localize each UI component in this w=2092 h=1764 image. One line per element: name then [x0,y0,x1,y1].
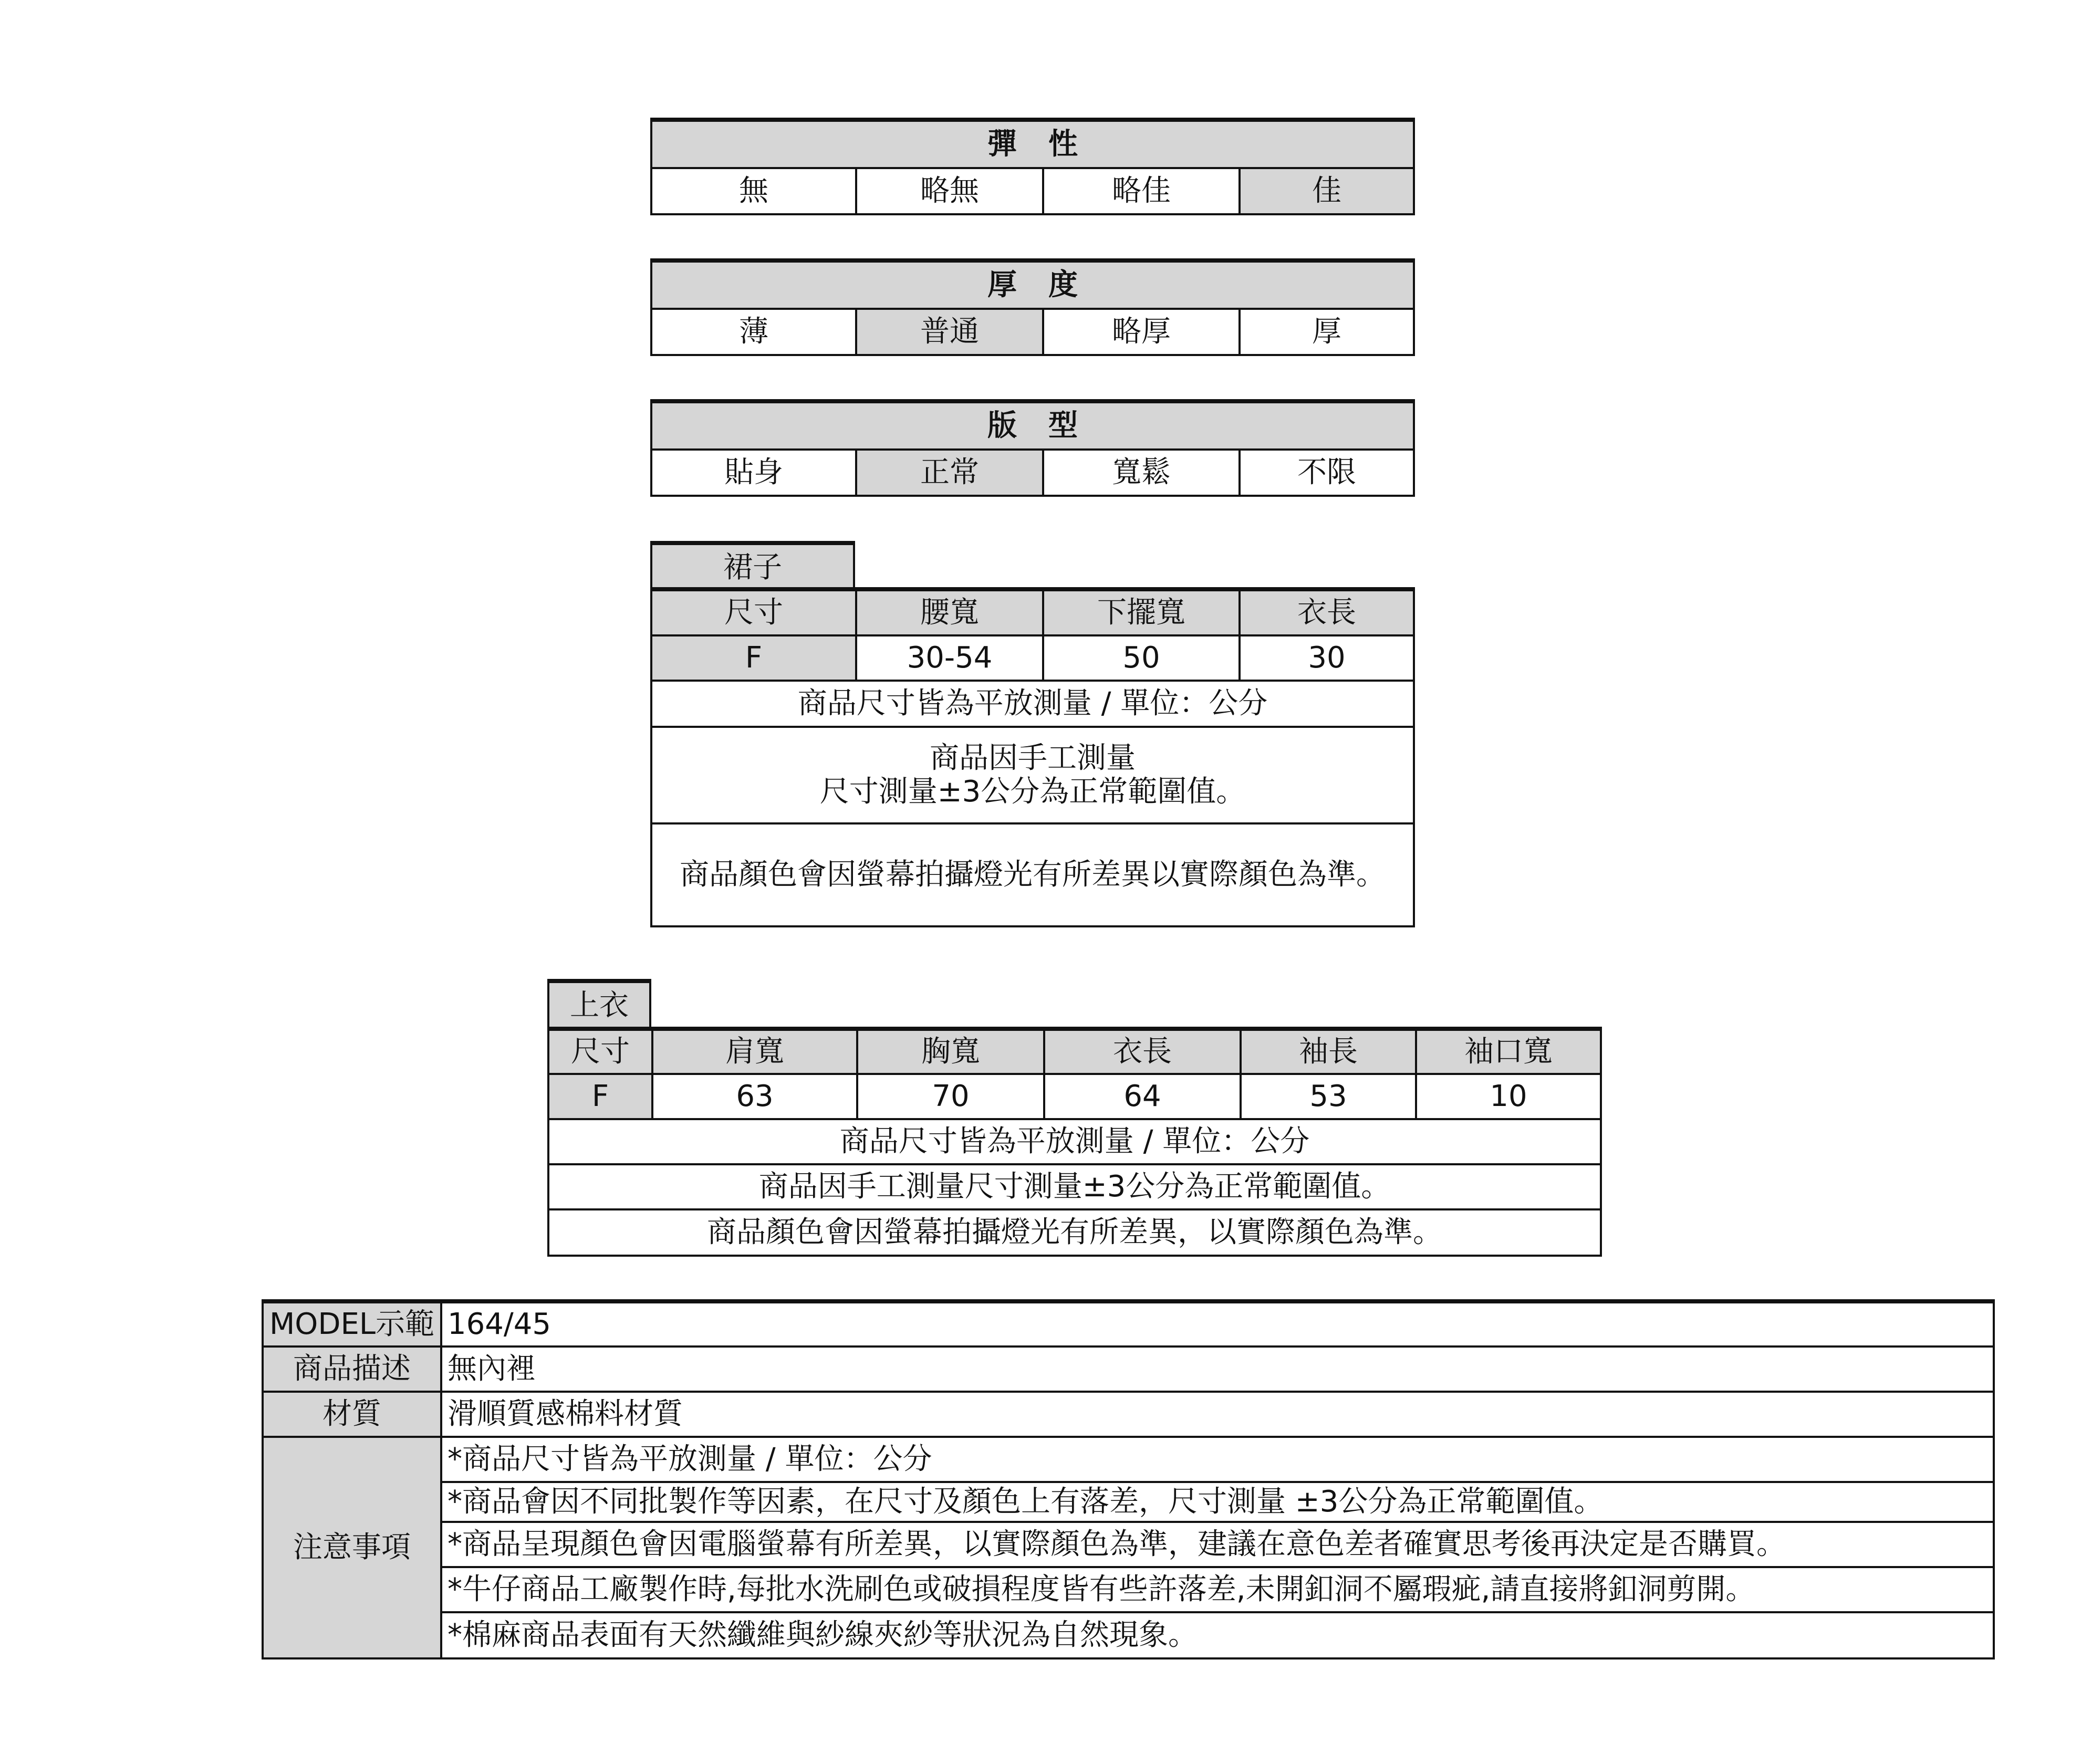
top-size-table [547,1027,1602,1257]
top-tab-label: 上衣 [548,981,650,1029]
fit-option-selected: 正常 [856,450,1043,496]
material-value: 滑順質感棉料材質 [441,1392,1994,1437]
top-value-cell: 64 [1044,1074,1241,1119]
top-header: 衣長 [1044,1029,1241,1074]
skirt-note-tolerance-line1: 商品因手工測量 [930,740,1136,775]
fit-table [650,399,1415,497]
note-item: *商品會因不同批製作等因素，在尺寸及顏色上有落差，尺寸測量 ±3公分為正常範圍值。 [441,1482,1994,1522]
top-header: 胸寬 [857,1029,1044,1074]
thickness-option-selected: 普通 [856,309,1043,355]
skirt-header: 尺寸 [651,589,856,635]
product-info-table [262,1299,1995,1659]
skirt-header: 下擺寬 [1043,589,1240,635]
top-note-color: 商品顏色會因螢幕拍攝燈光有所差異，以實際顏色為準。 [548,1209,1601,1256]
material-label: 材質 [263,1392,441,1437]
skirt-header: 衣長 [1240,589,1414,635]
note-item: *棉麻商品表面有天然纖維與紗線夾紗等狀況為自然現象。 [441,1612,1994,1658]
skirt-note-tolerance-line2: 尺寸測量±3公分為正常範圍值。 [819,775,1246,809]
fit-option: 不限 [1240,450,1414,496]
model-value: 164/45 [441,1301,1994,1347]
note-item: *商品呈現顏色會因電腦螢幕有所差異，以實際顏色為準，建議在意色差者確實思考後再決定是否購買。 [441,1522,1994,1567]
fit-option: 寬鬆 [1043,450,1240,496]
elasticity-option-selected: 佳 [1240,168,1414,214]
thickness-table [650,258,1415,356]
skirt-value-cell: 30-54 [856,635,1043,681]
top-value-cell: 10 [1416,1074,1601,1119]
note-item: *牛仔商品工廠製作時,每批水洗刷色或破損程度皆有些許落差,未開釦洞不屬瑕疵,請直接將釦洞剪開。 [441,1567,1994,1612]
top-note-measure: 商品尺寸皆為平放測量 / 單位：公分 [548,1119,1601,1164]
top-value-cell: 53 [1241,1074,1416,1119]
thickness-option: 略厚 [1043,309,1240,355]
top-header: 尺寸 [548,1029,652,1074]
notes-label: 注意事項 [263,1437,441,1658]
skirt-size-cell: F [651,635,856,681]
top-header: 袖口寬 [1416,1029,1601,1074]
skirt-tab [650,541,855,592]
description-value: 無內裡 [441,1347,1994,1392]
top-value-cell: 63 [652,1074,857,1119]
model-label: MODEL示範 [263,1301,441,1347]
top-size-cell: F [548,1074,652,1119]
elasticity-option: 無 [651,168,856,214]
skirt-note-tolerance [651,727,1414,823]
elasticity-title: 彈性 [651,120,1414,168]
description-label: 商品描述 [263,1347,441,1392]
skirt-tab-label: 裙子 [651,543,854,591]
thickness-option: 厚 [1240,309,1414,355]
skirt-note-measure: 商品尺寸皆為平放測量 / 單位：公分 [651,681,1414,727]
skirt-value-cell: 50 [1043,635,1240,681]
elasticity-option: 略無 [856,168,1043,214]
top-value-cell: 70 [857,1074,1044,1119]
top-tab [547,979,651,1030]
top-header: 肩寬 [652,1029,857,1074]
skirt-header: 腰寬 [856,589,1043,635]
skirt-value-cell: 30 [1240,635,1414,681]
thickness-option: 薄 [651,309,856,355]
note-item: *商品尺寸皆為平放測量 / 單位：公分 [441,1437,1994,1482]
top-header: 袖長 [1241,1029,1416,1074]
skirt-note-color: 商品顏色會因螢幕拍攝燈光有所差異以實際顏色為準。 [651,823,1414,926]
elasticity-option: 略佳 [1043,168,1240,214]
fit-option: 貼身 [651,450,856,496]
elasticity-table [650,118,1415,215]
fit-title: 版型 [651,401,1414,450]
skirt-size-table [650,587,1415,927]
thickness-title: 厚度 [651,260,1414,309]
top-note-tolerance: 商品因手工測量尺寸測量±3公分為正常範圍值。 [548,1164,1601,1209]
